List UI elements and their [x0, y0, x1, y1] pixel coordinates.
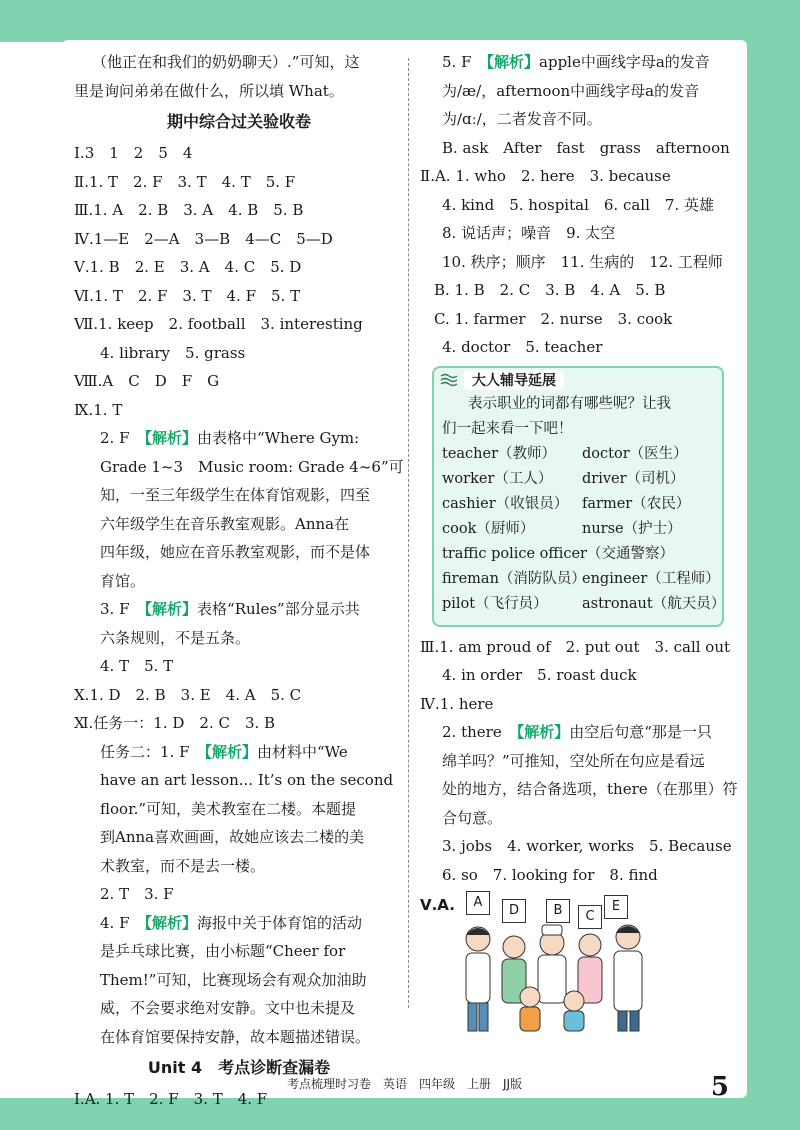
- answer-row: Ⅳ.1—E 2—A 3—B 4—C 5—D: [74, 229, 333, 248]
- analysis-text: apple中画线字母a的发音: [539, 53, 710, 71]
- vocab-item: cook（厨师）: [442, 520, 535, 537]
- footer-text: 考点梳理时习卷 英语 四年级 上册 JJ版: [286, 1077, 523, 1091]
- answer-row: Ⅱ.1. T 2. F 3. T 4. T 5. F: [74, 172, 296, 191]
- answer-row: B. 1. B 2. C 3. B 4. A 5. B: [434, 281, 666, 299]
- tip-box: [432, 366, 724, 627]
- analysis-line: 到Anna喜欢画画，故她应该去二楼的美: [100, 828, 365, 846]
- answer-row: 4. kind 5. hospital 6. call 7. 英雄: [442, 195, 714, 214]
- answer-row: 4. in order 5. roast duck: [442, 666, 637, 684]
- person-doctor: [614, 925, 642, 1031]
- answer-row: B. ask After fast grass afternoon: [442, 138, 730, 157]
- answer-row: 10. 秩序；顺序 11. 生病的 12. 工程师: [442, 252, 723, 271]
- answer-row: 6. so 7. looking for 8. find: [442, 865, 658, 884]
- wave-icon: [440, 373, 458, 387]
- text-line: （他正在和我们的奶奶聊天）.”可知，这: [92, 53, 360, 71]
- section-title: 期中综合过关验收卷: [166, 112, 311, 131]
- analysis-line: 术教室，而不是去一楼。: [100, 856, 266, 875]
- letter-card: A: [466, 891, 490, 915]
- analysis-text: 海报中关于体育馆的活动: [197, 913, 363, 932]
- left-column: [74, 48, 404, 1114]
- right-column: [420, 48, 742, 1041]
- answer-row: Ⅶ.1. keep 2. football 3. interesting: [74, 315, 363, 333]
- analysis-tag: 【解析】: [516, 723, 570, 741]
- analysis-line: Grade 1~3 Music room: Grade 4~6”可: [100, 457, 404, 476]
- analysis-line: 威，不会要求绝对安静。文中也未提及: [100, 999, 356, 1017]
- text-line: 里是询问弟弟在做什么，所以填 What。: [74, 81, 344, 100]
- people-illustration: [456, 917, 656, 1035]
- vocab-item: fireman（消防队员）: [442, 570, 586, 587]
- vocab-item: nurse（护士）: [582, 520, 682, 537]
- answer-key: 3. F: [100, 600, 130, 618]
- frame-top: [0, 0, 800, 42]
- analysis-line: [74, 909, 404, 938]
- answer-row: Ⅰ.3 1 2 5 4: [74, 144, 193, 162]
- analysis-line: [442, 718, 742, 747]
- answer-row: Ⅲ.1. am proud of 2. put out 3. call out: [420, 637, 731, 656]
- answer-row: Ⅸ.1. T: [74, 400, 123, 419]
- tip-intro: 们一起来看一下吧！: [442, 420, 573, 437]
- answer-key: 4. F: [100, 913, 130, 932]
- answer-row: Ⅲ.1. A 2. B 3. A 4. B 5. B: [74, 201, 304, 219]
- analysis-line: 育馆。: [100, 571, 146, 590]
- analysis-line: 绵羊吗？”可推知，空处所在句应是看远: [442, 751, 705, 770]
- analysis-line: [74, 595, 404, 624]
- person-cook: [538, 925, 566, 1003]
- analysis-tag: 【解析】: [204, 742, 258, 761]
- letter-card: E: [604, 895, 628, 919]
- answer-row: Ⅴ.1. B 2. E 3. A 4. C 5. D: [74, 258, 302, 276]
- illustration: [420, 891, 742, 1041]
- answer-row: Ⅳ.1. here: [420, 694, 494, 713]
- footer: [62, 1075, 747, 1092]
- person-nurse: [578, 934, 602, 1003]
- analysis-line: 在体育馆要保持安静，故本题描述错误。: [100, 1027, 371, 1046]
- vocab-item: engineer（工程师）: [582, 570, 720, 587]
- column-divider: [408, 58, 409, 1008]
- answer-row: Ⅴ.A.: [420, 896, 455, 914]
- vocab-item: farmer（农民）: [582, 495, 691, 512]
- analysis-line: 六年级学生在音乐教室观影。Anna在: [100, 514, 350, 533]
- analysis-text: 由表格中“Where Gym:: [197, 429, 360, 447]
- analysis-line: have an art lesson... It’s on the second: [100, 771, 394, 789]
- vocab-grid: [442, 442, 714, 542]
- answer-row: 4. doctor 5. teacher: [442, 338, 603, 356]
- letter-card: B: [546, 899, 570, 923]
- answer-row: Ⅺ.任务一：1. D 2. C 3. B: [74, 714, 276, 732]
- letter-card: D: [502, 899, 526, 923]
- person-teacher: [466, 927, 490, 1031]
- answer-row: Ⅰ.A. 1. T 2. F 3. T 4. F: [74, 1090, 268, 1108]
- answer-row: 4. library 5. grass: [100, 343, 246, 362]
- analysis-line: 是乒乓球比赛，由小标题“Cheer for: [100, 942, 346, 960]
- analysis-line: floor.”可知，美术教室在二楼。本题提: [100, 799, 357, 818]
- letter-card: C: [578, 905, 602, 929]
- analysis-line: 合句意。: [442, 808, 503, 827]
- answer-key: 任务二：1. F: [100, 742, 190, 761]
- analysis-line: 四年级，她应在音乐教室观影，而不是体: [100, 543, 371, 561]
- vocab-item: doctor（医生）: [582, 445, 688, 462]
- analysis-tag: 【解析】: [144, 600, 198, 618]
- answer-row: Ⅹ.1. D 2. B 3. E 4. A 5. C: [74, 685, 302, 704]
- vocab-item: teacher（教师）: [442, 445, 557, 462]
- analysis-tag: 【解析】: [144, 429, 198, 447]
- answer-row: 3. jobs 4. worker, works 5. Because: [442, 837, 732, 855]
- analysis-line: 六条规则，不是五条。: [100, 628, 251, 647]
- frame-right: [738, 0, 800, 1130]
- vocab-item: pilot（飞行员）: [442, 595, 548, 612]
- analysis-text: 由空后句意“那是一只: [569, 723, 712, 741]
- analysis-line: [74, 738, 404, 767]
- answer-row: 2. T 3. F: [100, 885, 174, 903]
- analysis-tag: 【解析】: [486, 53, 540, 71]
- page-number: 5: [710, 1072, 729, 1102]
- vocab-item: worker（工人）: [442, 470, 553, 487]
- analysis-line: 为/ɑː/，二者发音不同。: [442, 110, 602, 128]
- vocab-item: traffic police officer（交通警察）: [442, 545, 674, 562]
- answer-row: 8. 说话声；噪音 9. 太空: [442, 224, 616, 242]
- analysis-text: 表格“Rules”部分显示共: [197, 600, 360, 618]
- analysis-line: Them!”可知，比赛现场会有观众加油助: [100, 970, 367, 989]
- analysis-line: [442, 48, 742, 77]
- tip-intro: 表示职业的词都有哪些呢？让我: [468, 395, 671, 412]
- tip-box-header: [440, 370, 714, 390]
- answer-sheet: [62, 40, 747, 1108]
- answer-row: 4. T 5. T: [100, 657, 174, 675]
- analysis-text: 由材料中“We: [257, 742, 348, 761]
- unit-title: Unit 4 考点诊断查漏卷: [147, 1058, 331, 1077]
- answer-row: Ⅷ.A C D F G: [74, 372, 220, 390]
- answer-row: Ⅱ.A. 1. who 2. here 3. because: [420, 167, 671, 185]
- answer-row: Ⅵ.1. T 2. F 3. T 4. F 5. T: [74, 286, 301, 305]
- vocab-grid: [442, 567, 726, 617]
- answer-key: 2. there: [442, 723, 502, 741]
- answer-key: 2. F: [100, 429, 130, 447]
- analysis-line: 为/æ/，afternoon中画线字母a的发音: [442, 81, 700, 100]
- analysis-tag: 【解析】: [144, 913, 198, 932]
- vocab-item: cashier（收银员）: [442, 495, 569, 512]
- analysis-line: [74, 424, 404, 453]
- tip-box-title: 大人辅导延展: [464, 370, 564, 390]
- vocab-item: driver（司机）: [582, 470, 685, 487]
- answer-row: C. 1. farmer 2. nurse 3. cook: [434, 309, 673, 328]
- analysis-line: 知，一至三年级学生在体育馆观影，四至: [100, 486, 371, 504]
- analysis-line: 处的地方，结合备选项，there（在那里）符: [442, 780, 738, 798]
- vocab-item: astronaut（航天员）: [582, 595, 726, 612]
- answer-key: 5. F: [442, 53, 472, 71]
